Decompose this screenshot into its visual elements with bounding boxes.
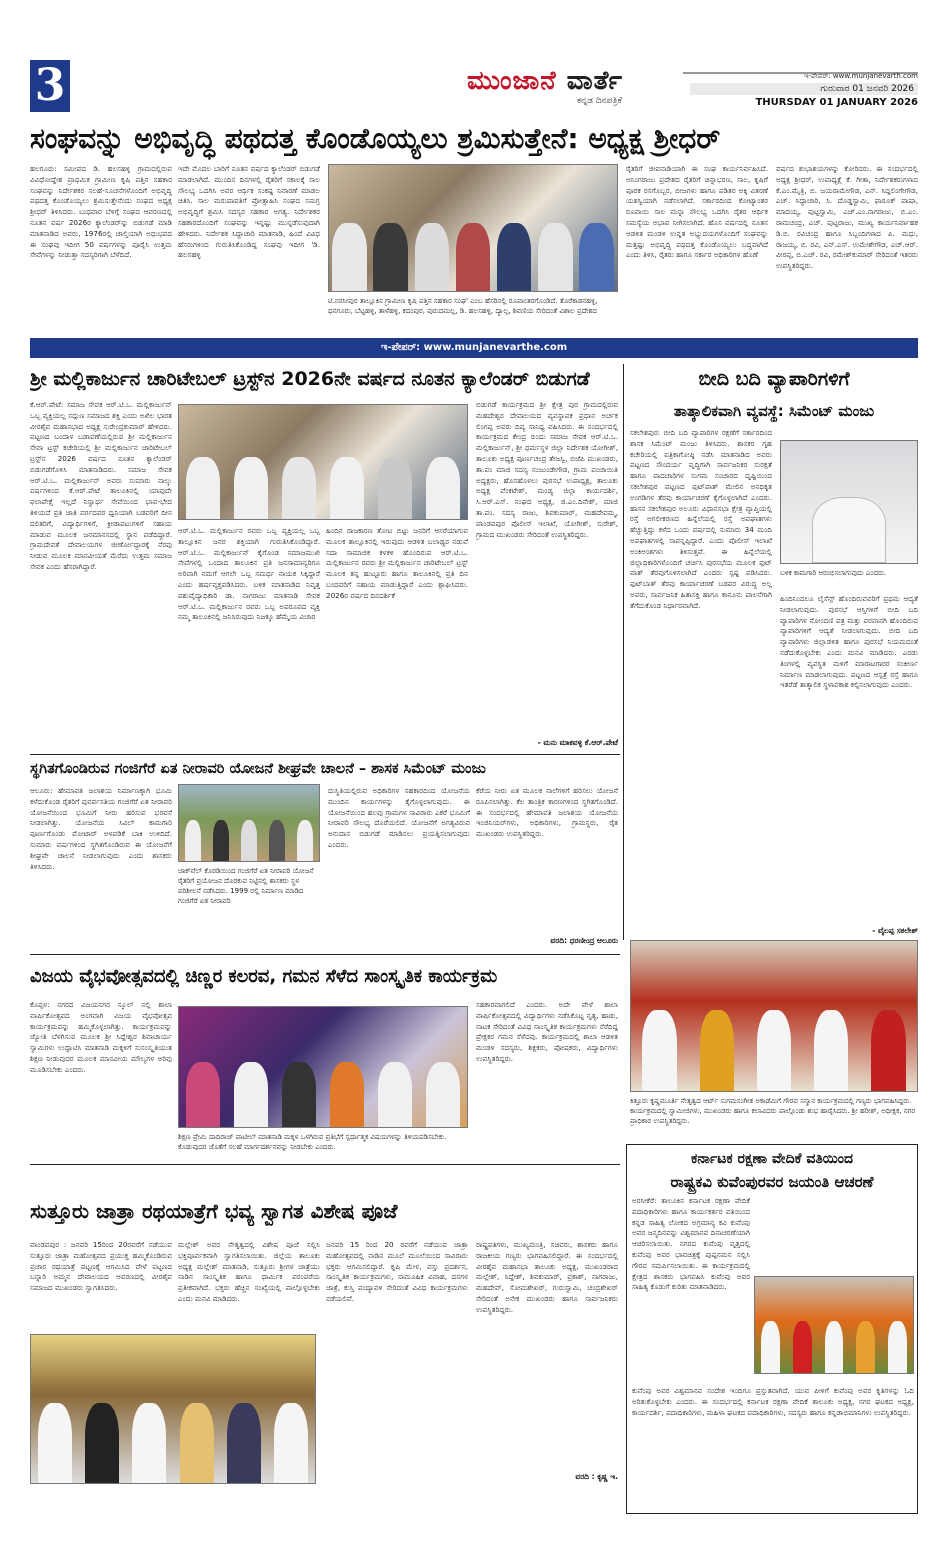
masthead [430,66,660,114]
article3-col2: ಹಿಂದಿನಿಂದಲೂ ಲೈಸೆನ್ಸ್ ಹೊಂದಿರುವವರಿಗೆ ಪ್ರಥಮ ಆದ್ಯತೆ ನೀಡಲಾಗುವುದು. ಪುರಸಭೆ ಆಸ್ತಿಗಳಿಗೆ ಬೀದಿ ಬದಿ ವ್ಯಾಪಾರಿಗಳ ನೋಂದಣಿ ಪತ್ರ ಮತ್ತು ಪರವಾನಗಿ ಹೊಂದಿರುವ ವ್ಯಾಪಾರಿಗಳಿಗೆ ಆದ್ಯತೆ ನೀಡಲಾಗುವುದು. ಬೀದಿ ಬದಿ ವ್ಯಾಪಾರಿಗಳು ಜಿಲ್ಲಾಡಳಿತ ಹಾಗೂ ಪುರಸಭೆ ನಿಯಮದಂತೆ ನಡೆದುಕೊಳ್ಳಬೇಕು ಎಂದು ಮನವಿ ಮಾಡಿದರು. ಎರಡು ತಿಂಗಳಲ್ಲಿ ವ್ಯವಸ್ಥಿತ ಮಳಿಗೆ ಮಾರಾಟಗಾರರ ಸಂಕೀರ್ಣ ನಿರ್ಮಾಣ ಮಾಡಲಾಗುವುದು. ಪಟ್ಟಣದ ಆಸ್ಪತ್ರೆ ರಸ್ತೆ ಹಾಗೂ ಇತರೆಡೆ ತಾತ್ಕಾಲಿಕ ಸ್ಥಳಾವಕಾಶ ಕಲ್ಪಿಸಲಾಗುವುದು ಎಂದರು. [780,594,918,690]
article5-photo [178,1006,468,1128]
article5-photo-caption: ಶಿಕ್ಷಣ ಪ್ರೇಮಿ ದಾದಿರಾಜ್ ಪಾಟೀಲ್ ಮಾತನಾಡಿ ಮಕ್ಕಳ ಒಳಗಿರುವ ಪ್ರತಿಭೆಗೆ ಸ್ಪರ್ಧಾತ್ಮಕ ವಿಷಯಗಳನ್ನು ತಿಳಿಯಪಡಿಸಬೇಕು. ಕೊಡುವುದರ ಜೊತೆಗೆ ಸಲಹೆ ಮಾರ್ಗದರ್ಶನವನ್ನು ನೀಡಬೇಕು ಎಂದರು. [178,1133,447,1151]
article1-photo [328,164,618,292]
article3-signature: - ವೈಲಪ್ಪ ಸಕಲೇಶ್ [872,926,918,935]
article8-col4: ರಾಷ್ಟ್ರಪತಿಗಳು, ಮುಖ್ಯಮಂತ್ರಿ, ಸಚಿವರು, ಶಾಸಕರು ಹಾಗೂ ರಾಜಕೀಯ ಗಣ್ಯರು ಭಾಗವಹಿಸಲಿದ್ದಾರೆ. ಈ ಸಂದರ್ಭದಲ್ಲಿ ವೀರಶೈವ ಮಹಾಸಭಾ ತಾಲೂಕು ಅಧ್ಯಕ್ಷ, ಮುಖಂಡರಾದ ಮಲ್ಲೇಶ್, ಸಿದ್ದೇಶ್, ಶಿವಕುಮಾರ್, ಪ್ರಕಾಶ್, ನಾಗರಾಜು, ಮಹದೇವ್, ಸೋಮಶೇಖರ್, ಗುರುಸ್ವಾಮಿ, ಚಂದ್ರಶೇಖರ್ ಸೇರಿದಂತೆ ಅನೇಕ ಮುಖಂಡರು ಹಾಗೂ ಸಾರ್ವಜನಿಕರು ಉಪಸ್ಥಿತರಿದ್ದರು. [476,1240,618,1314]
section-divider [30,954,620,955]
article1-col1: ಹಲಗೂರು: ಸಮೀಪದ ಡಿ. ಹಲಸಹಳ್ಳಿ ಗ್ರಾಮದಲ್ಲಿರುವ ವಿವಿಧೋದ್ದೇಶ ಪ್ರಾಥಮಿಕ ಗ್ರಾಮೀಣ ಕೃಷಿ ಪತ್ತಿನ ಸಹಕಾರ ಸಂಘವನ್ನು ನಿರ್ದೇಶಕರ ಸಲಹೆ-ಸೂಚನೆಗಳೊಂದಿಗೆ ಅಭಿವೃದ್ಧಿ ಪಥದತ್ತ ಕೊಂಡೊಯ್ಯಲು ಶ್ರಮಿಸುತ್ತೇನೆಂದು ಸಂಘದ ಅಧ್ಯಕ್ಷ ಶ್ರೀಧರ್ ತಿಳಿಸಿದರು. ಬುಧವಾರ ಬೆಳಿಗ್ಗೆ ಸಂಘದ ಆವರಣದಲ್ಲಿ ನೂತನ ವರ್ಷ 2026ರ ಕ್ಯಾಲೆಂಡರ್‌ನ್ನು ಬಿಡುಗಡೆ ಮಾಡಿ ಮಾತನಾಡಿದ ಅವರು, 1976ರಲ್ಲಿ ಚಾಲ್ತಿಯಾಗಿ ಅಧುಭವದ ಈ ಸಂಘವು ಇದೀಗ 50 ವರ್ಷಗಳನ್ನು ಪೂರೈಸಿ ಉತ್ತಮ ಸೇವೆಗಳನ್ನು ನೀಡುತ್ತಾ ಸದಸ್ಯರಿಗಾಗಿ ಬೆಳೆದಿದೆ. [30,164,172,260]
article8-photo [30,1334,316,1484]
article7-col2: ಕುವೆಂಪು ಅವರ ವಿಶ್ವಮಾನವ ಸಂದೇಶ ಇಂದಿಗೂ ಪ್ರಸ್ತುತವಾಗಿದೆ. ಯುವ ಪೀಳಿಗೆ ಕುವೆಂಪು ಅವರ ಕೃತಿಗಳನ್ನು ಓದಿ ಅರಿತುಕೊಳ್ಳಬೇಕು ಎಂದರು. ಈ ಸಂದರ್ಭದಲ್ಲಿ ಕರ್ನಾಟಕ ರಕ್ಷಣಾ ವೇದಿಕೆ ತಾಲೂಕು ಅಧ್ಯಕ್ಷ, ನಗರ ಘಟಕದ ಅಧ್ಯಕ್ಷ, ಕಾರ್ಯದರ್ಶಿ, ಪದಾಧಿಕಾರಿಗಳು, ಮಹಿಳಾ ಘಟಕದ ಪದಾಧಿಕಾರಿಗಳು, ಸದಸ್ಯರು ಹಾಗೂ ಕನ್ನಡಾಭಿಮಾನಿಗಳು ಉಪಸ್ಥಿತರಿದ್ದರು. [632,1386,914,1417]
kannada-date: ಗುರುವಾರ 01 ಜನವರಿ 2026 [690,83,918,95]
section-divider [30,1164,620,1165]
article2-photo [178,404,468,520]
article4-headline: ಸ್ಥಗಿತಗೊಂಡಿರುವ ಗಂಜಿಗೆರೆ ಏತ ನೀರಾವರಿ ಯೋಜನೆ ಶೀಘ್ರವೇ ಚಾಲನೆ – ಶಾಸಕ ಸಿಮೆಂಟ್ ಮಂಜು [30,761,486,777]
article8-headline: ಸುತ್ತೂರು ಜಾತ್ರಾ ರಥಯಾತ್ರೆಗೆ ಭವ್ಯ ಸ್ವಾಗತ ವಿಶೇಷ ಪೂಜೆ [30,1199,398,1223]
article4-photo-caption: ಜಾಕ್‌ವೆಲ್‌ ಕೊಠಡಿಯಿಂದ ಗಂಜಿಗೆರೆ ಏತ ನೀರಾವರಿ ಯೋಜನೆ ರೈತರಿಗೆ ಪ್ರಯೋಜನ ದೊರಕುವ ನಿಟ್ಟಿನಲ್ಲಿ ಶಾಸಕರು ಸ್ಥಳ ಪರಿಶೀಲನೆ ನಡೆಸಿದರು. 1999 ರಲ್ಲಿ ನಿರ್ಮಾಣ ಮಾಡಿದ ಗಂಜಿಗೆರೆ ಏತ ನೀರಾವರಿ [178,867,314,905]
english-date: THURSDAY 01 JANUARY 2026 [755,97,918,108]
masthead-title-dark: ವಾರ್ತೆ [566,66,623,96]
article5-headline: ವಿಜಯ ವೈಭವೋತ್ಸವದಲ್ಲಿ ಚಿಣ್ಣರ ಕಲರವ, ಗಮನ ಸೆಳೆದ ಸಾಂಸ್ಕೃತಿಕ ಕಾರ್ಯಕ್ರಮ [30,966,498,987]
article5-col2: ಸಹಕಾರವಾಗಲಿದೆ ಎಂದರು. ಅದೇ ವೇಳೆ ಶಾಲಾ ವಾರ್ಷಿಕೋತ್ಸವದಲ್ಲಿ ವಿದ್ಯಾರ್ಥಿಗಳು ನಡೆಸಿಕೊಟ್ಟ ನೃತ್ಯ, ಹಾಡು, ನಾಟಕ ಸೇರಿದಂತೆ ವಿವಿಧ ಸಾಂಸ್ಕೃತಿಕ ಕಾರ್ಯಕ್ರಮಗಳು ನೆರೆದಿದ್ದ ಪ್ರೇಕ್ಷಕರ ಗಮನ ಸೆಳೆದವು. ಕಾರ್ಯಕ್ರಮದಲ್ಲಿ ಶಾಲಾ ಆಡಳಿತ ಮಂಡಳಿ ಸದಸ್ಯರು, ಶಿಕ್ಷಕರು, ಪೋಷಕರು, ವಿದ್ಯಾರ್ಥಿಗಳು ಉಪಸ್ಥಿತರಿದ್ದರು. [476,1000,618,1063]
article2-col3: ಹಿಂದಿನ ರಾಜಕಾರಣ ತೋಟ ಬಿಟ್ಟು ಜನರಿಗೆ ಆಸರೆಯಾಗುವ ಮೂಲಕ ತಾಲ್ಲೂಕಿನಲ್ಲಿ ಇರುವುದು ಆಡಳಿತ ಬಲಾಢ್ಯರ ನಡುವೆ ಸದಾ ಸಾಮಾಜಿಕ ಕಳಕಳಿ ಹೊಂದಿರುವ ಆರ್.ಟಿ.ಒ. ಮಲ್ಲಿಕಾರ್ಜುನ ರವರು ಶ್ರೀ ಮಲ್ಲಿಕಾರ್ಜುನ ಚಾರಿಟೇಬಲ್ ಟ್ರಸ್ಟ್ ಮೂಲಕ ತನ್ನ ಹುಟ್ಟೂರು ಹಾಗೂ ತಾಲೂಕಿನಲ್ಲಿ ಪ್ರತಿ ದಿನ ಬಂದವರಿಗೆ ಸಹಾಯ ಮಾಡುತ್ತಿದ್ದಾರೆ ಎಂದು ಶ್ಲಾಘಿಸಿದರು. 2026ರ ವರ್ಷದ ದಿನದರ್ಶಿಕೆ [326,526,468,600]
article3-photo [780,440,918,564]
article2-col1: ಕೆ.ಆರ್.ಪೇಟೆ: ಸಮಾಜ ಸೇವಕ ಆರ್.ಟಿ.ಒ. ಮಲ್ಲಿಕಾರ್ಜುನ್ ಒಬ್ಬ ವ್ಯಕ್ತಿಯಲ್ಲ ಸದ್ಗುಣ ಸಮಾಜದ ಶಕ್ತಿ ಎಂದು ಅಖಿಲ ಭಾರತ ವೀರಶೈವ ಮಹಾಸಭಾದ ಅಧ್ಯಕ್ಷ ಸುರೇಂದ್ರಕುಮಾರ್ ಹೇಳಿದರು. ಪಟ್ಟಣದ ಬಂದಾಳ ಬಡಾವಣೆಯಲ್ಲಿರುವ ಶ್ರೀ ಮಲ್ಲಿಕಾರ್ಜುನ ಸೇವಾ ಟ್ರಸ್ಟ್ ಕಚೇರಿಯಲ್ಲಿ ಶ್ರೀ ಮಲ್ಲಿಕಾರ್ಜುನ ಚಾರಿಟೇಬಲ್ ಟ್ರಸ್ಟ್‌ನ 2026 ವರ್ಷದ ನೂತನ ಕ್ಯಾಲೆಂಡರ್ ಬಿಡುಗಡೆಗೊಳಿಸಿ ಮಾತನಾಡಿದರು. ಸಮಾಜ ಸೇವಕ ಆರ್.ಟಿ.ಒ. ಮಲ್ಲಿಕಾರ್ಜುನ್ ಅವರು ಸುಮಾರು ನಾಲ್ಕು ವರ್ಷಗಳಿಂದ ಕೆ.ಆರ್.ಪೇಟೆ ತಾಲೂಕಿನಲ್ಲಿ ಯಾವುದೇ ಫಲಾಪೇಕ್ಷೆ ಇಲ್ಲದೆ ನಿಸ್ವಾರ್ಥ ಸೇವೆಯಿಂದ ಭಾವ-ಭೇದ ತಿಳಿಯದೆ ಪ್ರತಿ ಜಾತಿ ವರ್ಗದವರ ಧ್ವನಿಯಾಗಿ ಬಡವರಿಗೆ ದೀನ ದಲಿತರಿಗೆ, ವಿದ್ಯಾರ್ಥಿಗಳಿಗೆ, ಕ್ರೀಡಾಪಟುಗಳಿಗೆ ಸಹಾಯ ಮಾಡುವ ಮೂಲಕ ಜನಮಾನಸದಲ್ಲಿ ಸ್ಥಾನ ಪಡೆದಿದ್ದಾರೆ. ಗ್ರಾಮದೇವತೆ ದೇವಾಲಯಗಳ ಜೀರ್ಣೋದ್ಧಾರಕ್ಕೆ ನೆರವು ನೀಡುವ ಮೂಲಕ ಮಾನವೀಯತೆ ಮೆರೆದು ಉತ್ತಮ ಸಮಾಜ ಸೇವಕ ಎಂದು ಹೆಸರಾಗಿದ್ದಾರೆ. [30,400,172,571]
article8-col2: ಮಲ್ಲೇಶ್ ಅವರ ನೇತೃತ್ವದಲ್ಲಿ ವಿಶೇಷ ಪೂಜೆ ಸಲ್ಲಿಸಿ ಭಕ್ತಿಪೂರ್ವಕವಾಗಿ ಸ್ವಾಗತಿಸಲಾಯಿತು. ಜಿಲ್ಲೆಯ ತಾಲೂಕು ಅಧ್ಯಕ್ಷ ಮಲ್ಲೇಶ್ ಮಾತನಾಡಿ, ಸುತ್ತೂರು ಶ್ರೀಗಳ ಜಾತ್ರೆಯು ನಾಡಿನ ಸಾಂಸ್ಕೃತಿಕ ಹಾಗೂ ಧಾರ್ಮಿಕ ಪರಂಪರೆಯ ಪ್ರತೀಕವಾಗಿದೆ. ಭಕ್ತರು ಹೆಚ್ಚಿನ ಸಂಖ್ಯೆಯಲ್ಲಿ ಪಾಲ್ಗೊಳ್ಳಬೇಕು ಎಂದು ಮನವಿ ಮಾಡಿದರು. [178,1240,320,1303]
article1-col4: ವರ್ಷದ ಶುಭಾಶಯಗಳನ್ನು ಕೋರಿದರು. ಈ ಸಂದರ್ಭದಲ್ಲಿ ಅಧ್ಯಕ್ಷ ಶ್ರೀಧರ್, ಉಪಾಧ್ಯಕ್ಷೆ ಕೆ. ಗೀತಾ, ನಿರ್ದೇಶಕರುಗಳಾದ ಕೆ.ಎಂ.ಮೈತ್ರಿ, ಬಿ. ಜಯರಾಮೇಗೌಡ, ಎನ್. ಸಿದ್ದಲಿಂಗೇಗೌಡ, ಎಚ್. ಸಿದ್ದಾಚಾರಿ, ಸಿ. ದೊಡ್ಡಸ್ವಾಮಿ, ಫಾರೂಕ್ ಪಾಷಾ, ಮಾದಯ್ಯ, ಪುಟ್ಟಸ್ವಾಮಿ, ಎಚ್.ಎಂ.ನಾಗರಾಜು, ಬಿ.ಎಂ. ರಾಮಚಂದ್ರ, ಎಚ್. ಪುಟ್ಟರಾಜು, ಮುಖ್ಯ ಕಾರ್ಯನಿರ್ವಾಹಕ ಡಿ.ಬಿ. ರವಿಚಂದ್ರ ಹಾಗೂ ಸಿಬ್ಬಂದಿಗಳಾದ ಪಿ. ಮಧು, ರಾಜಯ್ಯ, ಬಿ. ರವಿ, ಎನ್.ಎಸ್. ಉಮೇಶೇಗೌಡ, ಎಚ್.ಆರ್. ವೀರಪ್ಪ, ಬಿ.ಎಚ್. ರವಿ, ರಮೇಶ್‌ಕುಮಾರ್ ಸೇರಿದಂತೆ ಇತರರು ಉಪಸ್ಥಿತರಿದ್ದರು. [776,164,918,271]
article6-photo-caption: ಕಿತ್ತೂರು ಕೃಷ್ಣಮೂರ್ತಿ ನೇತೃತ್ವದ ಆರ್ಟ್ ಸುಗಮಸಂಗೀತ ಅಕಾಡೆಮಿಗೆ ಗೌರವ ಸನ್ಮಾನ ಕಾರ್ಯಕ್ರಮದಲ್ಲಿ ಗಣ್ಯರು ಭಾಗವಹಿಸಿದ್ದರು. ಕಾರ್ಯಕ್ರಮದಲ್ಲಿ ಸ್ವಾಮೀಜಿಗಳು, ಮುಖಂಡರು ಹಾಗೂ ಕಲಾವಿದರು ಪಾಲ್ಗೊಂಡು ಶುಭ ಹಾರೈಸಿದರು. ಶ್ರೀ ಹರೀಶ್, ಅಧೀಕ್ಷಕ, ನಗರ ಪ್ರಾಧಿಕಾರ ಉಪಸ್ಥಿತರಿದ್ದರು. [630,1097,916,1125]
article4-signature: ವರದಿ: ಧರಣೀಂದ್ರ ಆಲೂರು [550,936,618,945]
article7-col1: ಅರಸೀಕೆರೆ: ತಾಲೂಕಿನ ಕರ್ನಾಟಕ ರಕ್ಷಣಾ ವೇದಿಕೆ ಪದಾಧಿಕಾರಿಗಳು ಹಾಗೂ ಕಾರ್ಯಕರ್ತರ ವತಿಯಿಂದ ಕನ್ನಡ ಸಾಹಿತ್ಯ ಲೋಕದ ಅಗ್ರಮಾನ್ಯ ಕವಿ ಕುವೆಂಪು ಅವರ ಜನ್ಮದಿನವನ್ನು ವಿಶ್ವಮಾನವ ದಿನಾಚರಣೆಯಾಗಿ ಆಚರಿಸಲಾಯಿತು. ನಗರದ ಕುವೆಂಪು ವೃತ್ತದಲ್ಲಿ ಕುವೆಂಪು ಅವರ ಭಾವಚಿತ್ರಕ್ಕೆ ಪುಷ್ಪನಮನ ಸಲ್ಲಿಸಿ ಗೌರವ ಸಮರ್ಪಿಸಲಾಯಿತು. ಈ ಕಾರ್ಯಕ್ರಮದಲ್ಲಿ ಕ್ಷೇತ್ರದ ಶಾಸಕರು ಭಾಗವಹಿಸಿ ಕುವೆಂಪು ಅವರ ಸಾಹಿತ್ಯ ಕೊಡುಗೆ ಕುರಿತು ಮಾತನಾಡಿದರು. [632,1196,750,1292]
article7-photo [754,1276,914,1374]
article3-headline1: ಬೀದಿ ಬದಿ ವ್ಯಾಪಾರಿಗಳಿಗೆ [698,368,850,390]
article2-signature: - ಮನು ಮಾಕವಳ್ಳಿ ಕೆ.ಆರ್.ಪೇಟೆ [537,738,618,747]
column-divider [623,364,624,940]
article1-photo-caption: ಟಿ.ನರಸೀಪುರ ತಾಲ್ಲೂಕಿನ ಗ್ರಾಮೀಣ ಕೃಷಿ ಪತ್ತಿನ ಸಹಕಾರ ಸಂಘ' ಎಂಬ ಹೆಸರಿನಲ್ಲಿ ರೂಪಾಂತರಗೊಂಡಿದೆ. ತೊರೆಕಾಡನಹಳ್ಳಿ, ಧನಗೂರು, ಬೆಟ್ಟಹಳ್ಳಿ, ತಾಳೆಹಳ್ಳಿ, ಕದಂಪುರ, ಪುರುದಮಲ್ಲ, ಡಿ. ಹಲಸಹಳ್ಳಿ, ದ್ಯಾಲ್ಪ, ಶಿವಣಿಯ ಸೇರಿದಂತೆ ವಿಶಾಲ ಪ್ರದೇಶದ [328,297,598,315]
article2-headline: ಶ್ರೀ ಮಲ್ಲಿಕಾರ್ಜುನ ಚಾರಿಟೇಬಲ್ ಟ್ರಸ್ಟ್‌ನ 2026ನೇ ವರ್ಷದ ನೂತನ ಕ್ಯಾಲೆಂಡರ್ ಬಿಡುಗಡೆ [30,368,590,390]
article4-col2: ದುಸ್ಥಿತಿಯಲ್ಲಿರುವ ಅಧಿಕಾರಿಗಳ ಸಹಕಾರದಿಂದ ಯೋಜನೆಯ ಮುಂದಿನ ಕಾರ್ಯಗಳನ್ನು ಕೈಗೊಳ್ಳಲಾಗುವುದು. ಈ ಯೋಜನೆಯಿಂದ ಹಲವು ಗ್ರಾಮಗಳ ಸಾವಿರಾರು ಎಕರೆ ಭೂಮಿಗೆ ನೀರಾವರಿ ಸೌಲಭ್ಯ ದೊರೆಯಲಿದೆ. ಯೋಜನೆಗೆ ಅಗತ್ಯವಿರುವ ಅನುದಾನ ಬಿಡುಗಡೆ ಮಾಡಿಸಲು ಪ್ರಯತ್ನಿಸಲಾಗುವುದು ಎಂದರು. [328,786,470,849]
article3-headline2: ತಾತ್ಕಾಲಿಕವಾಗಿ ವ್ಯವಸ್ಥೆ: ಸಿಮೆಂಟ್ ಮಂಜು [673,402,875,420]
article7-headline1: ಕರ್ನಾಟಕ ರಕ್ಷಣಾ ವೇದಿಕೆ ವತಿಯಿಂದ [690,1151,854,1167]
article8-signature: ವರದಿ : ಕೃಷ್ಣ ಇ. [575,1472,618,1481]
article2-col2: ಆರ್.ಟಿ.ಒ. ಮಲ್ಲಿಕಾರ್ಜುನ ರವರು ಒಬ್ಬ ವ್ಯಕ್ತಿಯಲ್ಲ ಒಬ್ಬ ತಾಲ್ಲೂಕಿನ ಜನರ ಶಕ್ತಿಯಾಗಿ ಗುರುತಿಸಿಕೊಂಡಿದ್ದಾರೆ. ಆರ್.ಟಿ.ಒ. ಮಲ್ಲಿಕಾರ್ಜುನ್ ಕೈಗೊಂಡ ಸಮಾಜಮುಖಿ ಸೇವೆಗಳಲ್ಲಿ ಒಂದಾದ ತಾಲೂಕಿನ ಪ್ರತಿ ಜನಸಾಮಾನ್ಯರಿಗೂ ಅರಿವಾಗಿ ನಮಗೆ ಆಗಲೇ ಒಬ್ಬ ಸಮರ್ಥ ನಾಯಕ ಸಿಕ್ಕಿದ್ದಾರೆ ಎಂದು ಹರ್ಷವ್ಯಕ್ತಪಡಿಸಿದರು. ಬಳಿಕ ಮಾತನಾಡಿದ ನಿವೃತ್ತ ಪಶುವೈದ್ಯಾಧಿಕಾರಿ ಡಾ. ನಾಗರಾಜು ಮಾತನಾಡಿ ಸೇವಕ ಆರ್.ಟಿ.ಒ. ಮಲ್ಲಿಕಾರ್ಜುನ ರವರು ಒಬ್ಬ ಅಪರೂಪದ ವ್ಯಕ್ತಿ ನಮ್ಮ ತಾಲೂಕಿನಲ್ಲಿ ಜನಿಸಿರುವುದು ನಿಜಕ್ಕೂ ಹೆಮ್ಮೆಯ ವಿಚಾರ [178,526,320,622]
article6-photo [630,940,918,1092]
epaper-bar[interactable]: ಇ-ಪೇಪರ್: www.munjanevarthe.com [30,338,918,358]
article3-col1: ಸಕಲೇಶಪುರ: ಬೀದಿ ಬದಿ ವ್ಯಾಪಾರಿಗಳ ರಕ್ಷಣೆಗೆ ಸರ್ಕಾರದಿಂದ ಶಾಸಕ ಸಿಮೆಂಟ್ ಮಂಜು ತಿಳಿಸಿದರು. ಶಾಸಕರ ಗೃಹ ಕಚೇರಿಯಲ್ಲಿ ಪತ್ರಿಕಾಗೋಷ್ಠಿ ನಡೆಸಿ ಮಾತನಾಡಿದ ಅವರು ಪಟ್ಟಣದ ಸೌಂದರ್ಯ ವೃದ್ಧಿಗಾಗಿ ಸಾರ್ವಜನಿಕರ ಸುರಕ್ಷತೆ ಹಾಗೂ ಪಾದಚಾರಿಗಳ ಸುಗಮ ಸಂಚಾರದ ದೃಷ್ಟಿಯಿಂದ ಸಕಲೇಶಪುರ ಪಟ್ಟಣದ ಪುಟ್‌ಪಾತ್ ಮೇಲಿನ ಅನಧಿಕೃತ ಅಂಗಡಿಗಳ ತೆರವು ಕಾರ್ಯಾಚರಣೆ ಕೈಗೊಳ್ಳಲಾಗಿದೆ ಎಂದರು. ಹಾಸನ ಸಕಲೇಶಪುರ ಅಲೂರು ವಿಧಾನಸಭಾ ಕ್ಷೇತ್ರ ವ್ಯಾಪ್ತಿಯಲ್ಲಿ ರಸ್ತೆ ಅಗಲೀಕರಣದ ಹಿನ್ನೆಲೆಯಲ್ಲಿ ರಸ್ತೆ ಅಪಘಾತಗಳು ಹೆಚ್ಚುತ್ತಿದ್ದು ಕಳೆದ ಒಂದು ವರ್ಷದಲ್ಲಿ ಸುಮಾರು 34 ಮಂದಿ ಅಪಘಾತಗಳಲ್ಲಿ ಸಾವನ್ನಪ್ಪಿದ್ದಾರೆ. ಎಂದು ಪೊಲೀಸ್ ಇಲಾಖೆ ಅಂಕಿಅಂಶಗಳು ತಿಳಿಸುತ್ತವೆ. ಈ ಹಿನ್ನೆಲೆಯಲ್ಲಿ ಜಿಲ್ಲಾಧಿಕಾರಿಗಳೊಂದಿಗೆ ಚರ್ಚಿಸಿ ಪುರಸಭೆಯ ಮೂಲಕ ಫುಟ್ ಪಾತ್ ತೆರವುಗೊಳಿಸಲಾಗಿದೆ ಎಂದರು ಸ್ಪಷ್ಟ ಪಡಿಸಿದರು. ಫುಟ್‌ಬಾತ್ ತೆರವು ಕಾರ್ಯಾಚರಣೆ ಬಡವರ ವಿರುದ್ಧ ಅಲ್ಲ ಅವರು, ಸಾರ್ವಜನಿಕ ಹಿತಾಸಕ್ತಿ ಹಾಗೂ ಕಾನೂನು ಪಾಲನೆಗಾಗಿ ತೆಗೆದುಕೊಂಡ ನಿರ್ಧಾರವಾಗಿದೆ. [630,428,772,610]
article5-col1: ಕೊಪ್ಪಳ: ನಗರದ ವಿಜಯನಗರ ಸ್ಕೂಲ್ ನಲ್ಲಿ ಶಾಲಾ ವಾರ್ಷಿಕೋತ್ಸವದ ಅಂಗವಾಗಿ ವಿಜಯ ವೈಭವೋತ್ಸವ ಕಾರ್ಯಕ್ರಮವನ್ನು ಹಮ್ಮಿಕೊಳ್ಳಲಾಗಿತ್ತು. ಕಾರ್ಯಕ್ರಮವನ್ನು ಜ್ಯೋತಿ ಬೆಳಗಿಸುವ ಮೂಲಕ ಶ್ರೀ ಸಿದ್ದೇಶ್ವರ ಶಿವಾಚಾರ್ಯ ಸ್ವಾಮಿಗಳು ಉದ್ಘಾಟಿಸಿ ಮಾತನಾಡಿ ಮಕ್ಕಳಿಗೆ ಸುಸಂಸ್ಕೃತಿಯುತ ಶಿಕ್ಷಣ ನೀಡುವುದರ ಮೂಲಕ ಮಾನವೀಯ ಮೌಲ್ಯಗಳ ಅರಿವು ಮೂಡಿಸಬೇಕು ಎಂದರು. [30,1000,172,1074]
article7-headline2: ರಾಷ್ಟ್ರಕವಿ ಕುವೆಂಪುರವರ ಜಯಂತಿ ಆಚರಣೆ [670,1173,874,1191]
page-number: 3 [30,60,70,112]
article4-col1: ಆಲೂರು: ಹೇಮಾವತಿ ಜಲಾಶಯ ನಿರ್ಮಾಣಕ್ಕಾಗಿ ಭೂಮಿ ಕಳೆದುಕೊಂಡ ರೈತರಿಗೆ ಪುನರ್ವಸತಿಯ ಗಂಜಿಗೆರೆ ಏತ ನೀರಾವರಿ ಯೋಜನೆಯಿಂದ ಭೂಮಿಗೆ ನೀರು ಹರಿಸುವ ಭರವಸೆ ನೀಡಲಾಗಿತ್ತು. ಯೋಜನೆಯ ಸಿವಿಲ್ ಕಾಮಗಾರಿ ಪೂರ್ಣಗೊಂಡು ಮೋಟಾರ್ ಅಳವಡಿಕೆ ಬಾಕಿ ಉಳಿದಿದೆ. ಸುಮಾರು ವರ್ಷಗಳಿಂದ ಸ್ಥಗಿತಗೊಂಡಿರುವ ಈ ಯೋಜನೆಗೆ ಶೀಘ್ರವೇ ಚಾಲನೆ ನೀಡಲಾಗುವುದು ಎಂದು ಶಾಸಕರು ತಿಳಿಸಿದರು. [30,786,172,871]
article4-photo [178,784,320,862]
article3-photo-caption: ಬಳಿಕ ಕಾಮಗಾರಿ ಆರಂಭಿಸಲಾಗುವುದು ಎಂದರು. [780,569,887,577]
article1-col2: ಇದೇ ಮೊದಲ ಬಾರಿಗೆ ನೂತನ ವರ್ಷದ ಕ್ಯಾಲೆಂಡರ್ ಬಿಡುಗಡೆ ಮಾಡಲಾಗಿದೆ. ಮುಂದಿನ ದಿನಗಳಲ್ಲಿ ರೈತರಿಗೆ ಸಕಾಲಕ್ಕೆ ಸಾಲ ಸೌಲಭ್ಯ ಒದಗಿಸಿ ಅವರ ಆರ್ಥಿಕ ಸಂಕಷ್ಟ ನಿವಾರಣೆ ಮಾಡಲ ಚಿತಿಸಿ. ಸಾಲ ಮರುಪಾವತಿಗೆ ಪ್ರೋತ್ಸಾಹಿಸಿ ಸಂಘದ ಸಮಗ್ರ ಅಭಿವೃದ್ಧಿಗೆ ಶ್ರಮಿಸಿ ಸದಸ್ಯರ ಸಹಕಾರ ಅಗತ್ಯ. ನಿರ್ದೇಶಕರ ಸಹಕಾರದೊಂದಿಗೆ ಸಂಘವನ್ನು ಇನ್ನಷ್ಟು ಮುನ್ನಡೆಸುವುದಾಗಿ ಹೇಳಿದರು. ನಿರ್ದೇಶಕ ಸಿದ್ದಾಚಾರಿ ಮಾತನಾಡಿ, ಹಿಂದೆ ವಿವಿಧ ಹೆಸರುಗಳಿಂದ ಗುರುತಿಸಿಕೊಂಡಿದ್ದ ಸಂಘವು ಇದೀಗ 'ಡಿ. ಹಲಸಹಳ್ಳಿ [178,164,320,260]
date-block [690,72,918,108]
article2-col4: ಬಿಡುಗಡೆ ಕಾರ್ಯಕ್ರಮದ ಶ್ರೀ ಕ್ಷೇತ್ರ ಪುರ ಗ್ರಾಮದಲ್ಲಿರುವ ಮಹದೇಶ್ವರ ದೇವಾಲಯದ ವ್ಯವಸ್ಥಾಪಕ ಪ್ರಧಾನ ಅರ್ಚಕ ಲಿಂಗಪ್ಪ ಅವರು ದಿವ್ಯ ಸಾನಿಧ್ಯ ವಹಿಸಿದರು. ಈ ಸಂದರ್ಭದಲ್ಲಿ ಕಾರ್ಯಕ್ರಮದ ಕೇಂದ್ರ ಬಿಂದು ಸಮಾಜ ಸೇವಕ ಆರ್.ಟಿ.ಒ. ಮಲ್ಲಿಕಾರ್ಜುನ್, ಶ್ರೀ ಧರ್ಮಸ್ಥಳ ಜಿಲ್ಲಾ ನಿರ್ದೇಶಕ ಯೋಗೀಶ್, ತಾಲೂಕು ಅಧ್ಯಕ್ಷ ಪೂರ್ಣಚಂದ್ರ ತೇಜಸ್ವಿ, ಬಿಜೆಪಿ ಮುಖಂಡರು, ತಾ.ಪಂ ಮಾಜಿ ಸದಸ್ಯ ನಂಜುಂಡೇಗೌಡ, ಗ್ರಾಮ ಪಂಚಾಯಿತಿ ಅಧ್ಯಕ್ಷರು, ಹೊಸಹೊಳಲು ಪುರಸಭೆ ಉಪಾಧ್ಯಕ್ಷ, ತಾಲೂಕು ಅಧ್ಯಕ್ಷ ವೆಂಕಟೇಶ್, ಮಂಡ್ಯ ಜಿಲ್ಲಾ ಕಾರ್ಯದರ್ಶಿ, ಸಿ.ಆರ್.ಎಸ್. ಸಂಘದ ಅಧ್ಯಕ್ಷ, ಜಿ.ಎಂ.ದಿನೇಶ್, ಮಾಜಿ ತಾ.ಪಂ. ಸದಸ್ಯ ರಾಜು, ಶಿವಕುಮಾರ್, ಮಹದೇವಮ್ಮ, ಪಾಂಡವಪುರ ಪೊಲೀಸ್ ಇಲಾಖೆ, ಯೋಗೀಶ್, ಸುರೇಶ್, ಗ್ರಾಮದ ಮುಖಂಡರು ಸೇರಿದಂತೆ ಉಪಸ್ಥಿತರಿದ್ದರು. [476,400,618,539]
article8-col1: ಪಾಂಡವಪುರ : ಜನವರಿ 15ರಿಂದ 20ರವರೆಗೆ ನಡೆಯುವ ಸುತ್ತೂರು ಜಾತ್ರಾ ಮಹೋತ್ಸವದ ಪ್ರಯುಕ್ತ ಹಮ್ಮಿಕೊಂಡಿರುವ ಪ್ರಚಾರ ರಥಯಾತ್ರೆ ಪಟ್ಟಣಕ್ಕೆ ಆಗಮಿಸಿದ ವೇಳೆ ಪಟ್ಟಣದ ಬನ್ನಾರಿ ಅಮ್ಮನ ದೇವಾಲಯದ ಆವರಣದಲ್ಲಿ ವೀರಶೈವ ಸಮಾಜದ ಮುಖಂಡರು ಸ್ವಾಗತಿಸಿದರು. [30,1240,172,1293]
website-link[interactable]: ಇ-ಪೇಪರ್: www.munjanevarth.com [804,72,918,80]
section-divider [30,754,620,755]
article1-col3: ರೈತರಿಗೆ ಜೀವನಾಡಿಯಾಗಿ ಈ ಸಂಘ ಕಾರ್ಯನಿರ್ವಹಿಸಿದೆ. ಅನಿಂಗರಾಜು ಪ್ರದೇಶದ ರೈತರಿಗೆ ಚಿನ್ನಾಭರಣ, ಸಾಲ, ಕೃಷಿಗೆ ಪೂರಕ ರಸಗೊಬ್ಬರ, ಬೀಜಗಳು ಹಾಗೂ ಪಡಿತರ ಅಕ್ಕಿ ವಿತರಣೆ ಯಶಸ್ವಿಯಾಗಿ ನಡೆಸಲಾಗಿದೆ. ಸರ್ಕಾರದಿಂದ ಕೋಟ್ಯಾಂತರ ರೂಪಾಯಿ ಸಾಲ ಮನ್ನಾ ಸೌಲಭ್ಯ ಒದಗಿಸಿ ರೈತರ ಆರ್ಥಿಕ ಸಮಸ್ಯೆಯ ಅಭಾವ ನೀಗಿಸಲಾಗಿದೆ. ಹೊಸ ವರ್ಷದಲ್ಲಿ ನೂತನ ಆಡಳಿತ ಮಂಡಳಿ ಉನ್ನತ ಅಭ್ಯುದಯಗಳೊಂದಿಗೆ ಸಂಘವನ್ನು ಮತ್ತಷ್ಟು ಅಭಿವೃದ್ಧಿ ಪಥದತ್ತ ಕೊಂಡೊಯ್ಯಲು ಬದ್ಧವಾಗಿದೆ ಎಂದು ತಿಳಿಸಿ, ರೈತರು ಹಾಗೂ ಸರ್ಕಾರ ಅಧಿಕಾರಿಗಳ ಹೊಣೆ [626,164,768,260]
article8-col3: ಜನವರಿ 15 ರಿಂದ 20 ರವರೆಗೆ ನಡೆಯುವ ಜಾತ್ರಾ ಮಹೋತ್ಸವದಲ್ಲಿ ನಾಡಿನ ಮೂಲೆ ಮೂಲೆಯಿಂದ ಸಾವಿರಾರು ಭಕ್ತರು ಆಗಮಿಸಲಿದ್ದಾರೆ. ಕೃಷಿ ಮೇಳ, ವಸ್ತು ಪ್ರದರ್ಶನ, ಸಾಂಸ್ಕೃತಿಕ ಕಾರ್ಯಕ್ರಮಗಳು, ಸಾಮೂಹಿಕ ವಿವಾಹ, ದನಗಳ ಜಾತ್ರೆ, ಕುಸ್ತಿ ಪಂದ್ಯಾವಳಿ ಸೇರಿದಂತೆ ವಿವಿಧ ಕಾರ್ಯಕ್ರಮಗಳು ನಡೆಯಲಿವೆ. [326,1240,468,1303]
article1-headline: ಸಂಘವನ್ನು ಅಭಿವೃದ್ಧಿ ಪಥದತ್ತ ಕೊಂಡೊಯ್ಯಲು ಶ್ರಮಿಸುತ್ತೇನೆ: ಅಧ್ಯಕ್ಷ ಶ್ರೀಧರ್ [30,122,721,155]
article4-col3: ಕೆರೆಯ ನೀರು ಏತ ಮೂಲಕ ನಾಲೆಗಳಿಗೆ ಹರಿಸಲು ಯೋಜನೆ ರೂಪಿಸಲಾಗಿತ್ತು. ಕೆಲ ತಾಂತ್ರಿಕ ಕಾರಣಗಳಿಂದ ಸ್ಥಗಿತಗೊಂಡಿದೆ. ಈ ಸಂದರ್ಭದಲ್ಲಿ ಹೇಮಾವತಿ ಜಲಾಶಯ ಯೋಜನೆಯ ಇಂಜಿನಿಯರ್‌ಗಳು, ಅಧಿಕಾರಿಗಳು, ಗ್ರಾಮಸ್ಥರು, ರೈತ ಮುಖಂಡರು ಉಪಸ್ಥಿತರಿದ್ದರು. [476,786,618,839]
masthead-title-red: ಮುಂಜಾನೆ [467,66,557,96]
masthead-subtitle: ಕನ್ನಡ ದಿನಪತ್ರಿಕೆ [576,96,622,106]
